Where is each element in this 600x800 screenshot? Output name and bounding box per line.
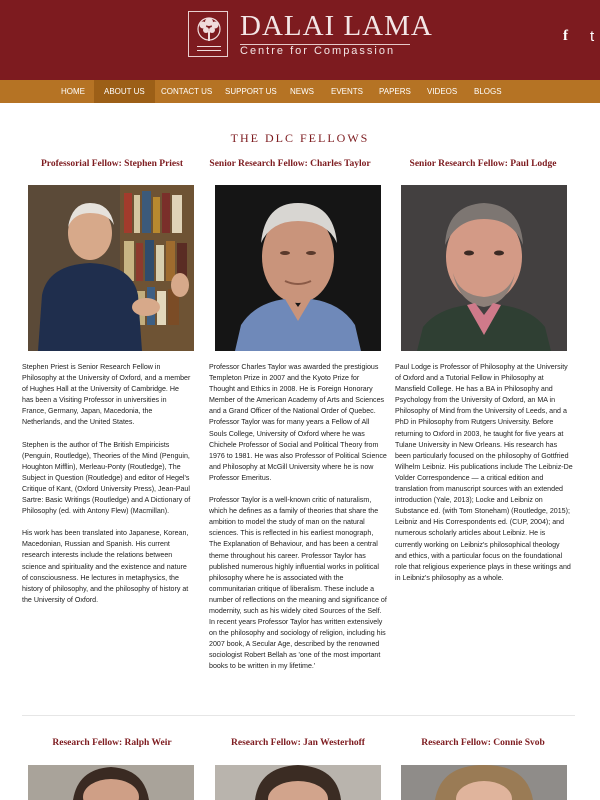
main-nav [0, 80, 600, 103]
brand-title[interactable]: DALAI LAMA [240, 10, 433, 42]
nav-item-home[interactable]: HOME [61, 87, 85, 96]
fellow-photo-ralph-weir [28, 765, 194, 800]
fellow-title-jan-westerhoff: Research Fellow: Jan Westerhoff [231, 738, 365, 748]
fellow-photo-charles-taylor [215, 185, 381, 351]
fellow-bio-charles-taylor [209, 362, 387, 684]
nav-item-news[interactable]: NEWS [290, 87, 314, 96]
section-divider [22, 715, 575, 716]
page-title: THE DLC FELLOWS [230, 131, 370, 145]
fellow-photo-paul-lodge [401, 185, 567, 351]
nav-item-events[interactable]: EVENTS [331, 87, 364, 96]
bio-paragraph: Paul Lodge is Professor of Philosophy at the University of Oxford and a Tutorial Fellow in Philosophy at Mansfield College. He has a BA in Philosophy and Psychology from the University of Oxford, an MA in Philosophy of Mind from the University of Leeds, and a PhD in Philosophy from Rutgers University. Before returning to Oxford in 2003, he taught for five years at Tulane University in New Orleans. His research has been particularly focused on the philosophy of Gottfried Wilhelm Leibniz. His publications include The Leibniz-De Volder Correspondence — a critical edition and translation from manuscript sources with an extended introduction (Yale, 2013); Locke and Leibniz on Substance ed. (with Tom Stoneham) (Routledge, 2015); Leibniz and His Correspondents ed. (CUP, 2004); and numerous scholarly articles about Leibniz. He is currently working on Leibniz's philosophical theology and ethics, with a particular focus on the foundational role that religious experience plays in these writings and in Leibniz's philosophy as a whole. [395, 363, 573, 582]
nav-item-videos[interactable]: VIDEOS [427, 87, 458, 96]
fellow-photo-jan-westerhoff [215, 765, 381, 800]
brand-subtitle[interactable]: Centre for Compassion [240, 45, 396, 57]
fellow-photo-connie-svob [401, 765, 567, 800]
fellow-title-paul-lodge: Senior Research Fellow: Paul Lodge [409, 159, 557, 169]
facebook-icon[interactable]: f [563, 28, 568, 44]
nav-item-about-us[interactable]: ABOUT US [94, 80, 155, 103]
nav-item-papers[interactable]: PAPERS [379, 87, 411, 96]
fellow-photo-stephen-priest [28, 185, 194, 351]
fellow-title-charles-taylor: Senior Research Fellow: Charles Taylor [209, 159, 371, 169]
nav-item-blogs[interactable]: BLOGS [474, 87, 502, 96]
bio-paragraph: Professor Charles Taylor was awarded the prestigious Templeton Prize in 2007 and the Kyoto Prize for Thought and Ethics in 2008. He is Foreign Honorary Member of the American Academy of Arts and Sciences and a Grand Officer of the National Order of Quebec. Professor Taylor was for many years a Fellow of All Souls College, University of Oxford where he was Chichele Professor of Social and Political Theory from 1976 to 1981. He was also Professor of Political Science and Philosophy at McGill University where he is now Professor Emeritus. [209, 363, 387, 482]
tree-seal-icon[interactable] [188, 11, 228, 57]
fellow-bio-paul-lodge [395, 362, 573, 595]
fellow-title-connie-svob: Research Fellow: Connie Svob [421, 738, 545, 748]
nav-item-contact-us[interactable]: CONTACT US [161, 87, 213, 96]
site-header [0, 0, 600, 80]
fellow-title-ralph-weir: Research Fellow: Ralph Weir [52, 738, 172, 748]
bio-paragraph: His work has been translated into Japanese, Korean, Macedonian, Russian and Spanish. His current research interests include the relations between science and spirituality and the existence and nature of consciousness. He lectures in metaphysics, the history of philosophy, and the philosophy of history at the University of Oxford. [22, 529, 189, 604]
fellow-bio-stephen-priest [22, 362, 192, 617]
nav-item-support-us[interactable]: SUPPORT US [225, 87, 277, 96]
bio-paragraph: Professor Taylor is a well-known critic of naturalism, which he defines as a family of theories that share the ambition to model the study of man on the natural sciences. This is reflected in his earliest monograph, The Explanation of Behaviour, and has been a central theme throughout his career. Professor Taylor has published numerous highly influential works in political philosophy where he is associated with the communitarian critique of liberalism. These include a number of reflections on the meaning and significance of modernity, such as his widely cited Sources of the Self. In recent years Professor Taylor has written extensively on the philosophy and sociology of religion, including his 2007 book, A Secular Age, described by the renowned sociologist Robert Bellah as 'one of the most important books to be written in my lifetime.' [209, 496, 387, 671]
fellow-title-stephen-priest: Professorial Fellow: Stephen Priest [40, 159, 184, 169]
bio-paragraph: Stephen is the author of The British Empiricists (Penguin, Routledge), Theories of the Mind (Penguin, Houghton Mifflin), Merleau-Ponty (Routledge), The Subject in Question (Routledge) and editor of Hegel's Critique of Kant, (Oxford University Press), Jean-Paul Sartre: Basic Writings (Routledge) and A Dictionary of Philosophy (ed. with Antony Flew) (Macmillan). [22, 440, 191, 516]
twitter-icon[interactable]: t [590, 28, 595, 45]
bio-paragraph: Stephen Priest is Senior Research Fellow in Philosophy at the University of Oxford, and a member of Hughes Hall at the University of Cambridge. He has been a Visiting Professor in universities in France, Germany, Japan, Macedonia, the Netherlands, and the United States. [22, 363, 191, 427]
